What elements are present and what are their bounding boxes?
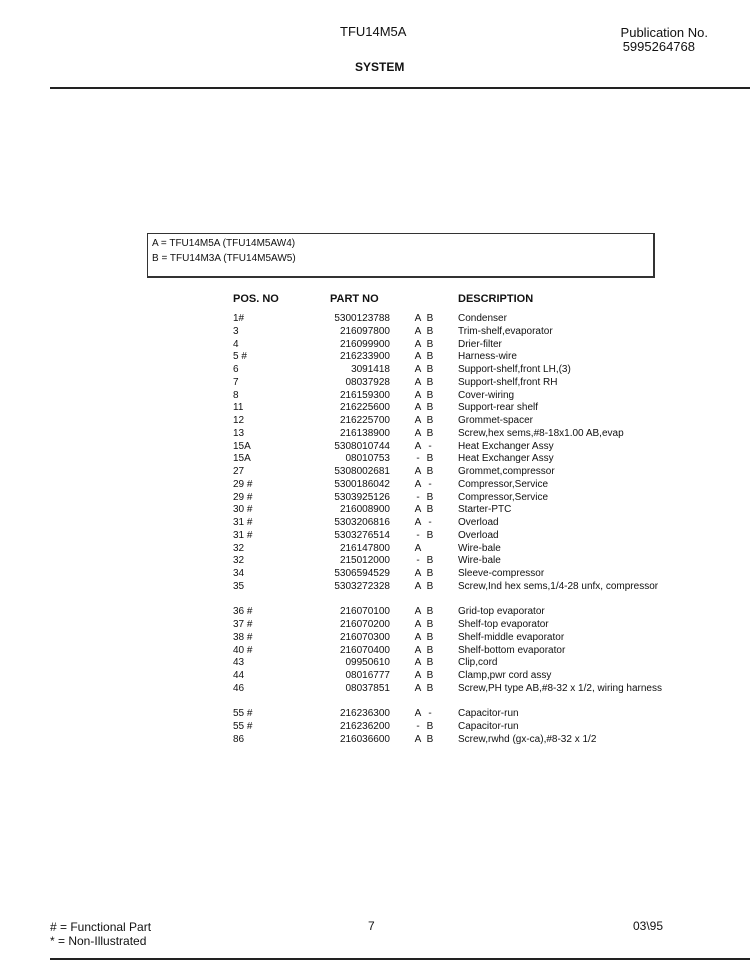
parts-row xyxy=(0,504,750,517)
parts-row xyxy=(0,326,750,339)
part-description: Clip,cord xyxy=(458,657,498,669)
part-description: Capacitor-run xyxy=(458,721,519,732)
pos-number: 29 # xyxy=(233,491,253,503)
model-a-flag: A xyxy=(414,376,422,388)
parts-row xyxy=(0,351,750,364)
model-a-flag: - xyxy=(416,529,420,541)
part-description: Compressor,Service xyxy=(458,478,549,490)
part-description: Grid-top evaporator xyxy=(458,606,545,618)
part-number: 216070400 xyxy=(339,644,390,656)
column-header-part: PART NO xyxy=(330,293,379,305)
part-number: 216070100 xyxy=(339,606,390,618)
parts-row xyxy=(0,492,750,505)
parts-row xyxy=(0,670,750,683)
model-b-flag: B xyxy=(426,351,434,363)
part-number: 5303925126 xyxy=(334,491,390,503)
part-description: Heat Exchanger Assy xyxy=(458,453,554,465)
pos-number: 3 xyxy=(233,325,239,337)
model-b-flag: B xyxy=(426,670,434,681)
part-description: Drier-filter xyxy=(458,338,502,350)
model-b-flag: - xyxy=(428,517,432,528)
part-number: 5308002681 xyxy=(334,466,390,477)
pos-number: 15A xyxy=(233,440,251,452)
bottom-rule xyxy=(50,958,750,960)
parts-row xyxy=(0,543,750,556)
part-description: Sleeve-compressor xyxy=(458,568,545,579)
part-number: 216236200 xyxy=(339,721,390,732)
model-b-flag: B xyxy=(426,721,434,732)
parts-row xyxy=(0,619,750,632)
part-description: Screw,hex sems,#8-18x1.00 AB,evap xyxy=(458,427,624,439)
model-b-flag: - xyxy=(428,440,432,452)
model-a-flag: - xyxy=(416,721,420,732)
model-number: TFU14M5A xyxy=(340,24,407,39)
parts-row xyxy=(0,479,750,492)
pos-number: 5 # xyxy=(233,351,247,363)
pos-number: 34 xyxy=(233,568,245,579)
model-b-flag: B xyxy=(426,555,434,567)
part-number: 216036600 xyxy=(339,733,390,745)
model-b-flag: B xyxy=(426,657,434,669)
part-description: Overload xyxy=(458,517,499,528)
part-number: 216225700 xyxy=(339,415,390,426)
part-description: Support-shelf,front LH,(3) xyxy=(458,364,571,375)
model-a-flag: A xyxy=(414,733,422,745)
pos-number: 15A xyxy=(233,453,251,465)
part-number: 5303206816 xyxy=(334,517,390,528)
pos-number: 32 xyxy=(233,542,245,554)
pos-number: 36 # xyxy=(233,606,253,618)
pos-number: 12 xyxy=(233,415,245,426)
part-description: Capacitor-run xyxy=(458,708,519,720)
model-a-flag: A xyxy=(414,325,422,337)
publication-number: 5995264768 xyxy=(622,39,695,54)
model-legend-box xyxy=(147,233,655,278)
model-a-flag: A xyxy=(414,338,422,350)
parts-row xyxy=(0,466,750,479)
parts-row xyxy=(0,364,750,377)
model-b-flag: B xyxy=(426,338,434,350)
pos-number: 11 xyxy=(233,402,244,414)
section-title: SYSTEM xyxy=(355,60,405,74)
model-a-flag: A xyxy=(414,364,422,375)
publication-label: Publication No. xyxy=(620,25,708,40)
model-a-flag: A xyxy=(414,606,422,618)
pos-number: 46 xyxy=(233,682,245,694)
part-description: Overload xyxy=(458,529,499,541)
part-number: 215012000 xyxy=(339,555,390,567)
model-a-flag: A xyxy=(414,708,422,720)
parts-row xyxy=(0,645,750,658)
functional-part-note: # = Functional Part xyxy=(50,920,152,934)
part-number: 5300123788 xyxy=(334,313,390,324)
model-a-flag: A xyxy=(414,402,422,414)
part-number: 5300186042 xyxy=(334,478,390,490)
parts-row xyxy=(0,530,750,543)
part-number: 5303276514 xyxy=(334,529,390,541)
part-number: 216099900 xyxy=(339,338,390,350)
model-a-flag: A xyxy=(414,389,422,401)
model-a-flag: A xyxy=(414,619,422,630)
pos-number: 37 # xyxy=(233,619,253,630)
pos-number: 27 xyxy=(233,466,245,477)
model-a-flag: A xyxy=(414,504,422,516)
pos-number: 7 xyxy=(233,376,239,388)
parts-row xyxy=(0,428,750,441)
part-number: 216070200 xyxy=(339,619,390,630)
model-a-flag: A xyxy=(414,682,422,694)
parts-row xyxy=(0,657,750,670)
model-a-flag: A xyxy=(414,568,422,579)
pos-number: 32 xyxy=(233,555,245,567)
parts-row xyxy=(0,568,750,581)
part-number: 08010753 xyxy=(345,453,390,465)
model-a-flag: A xyxy=(414,351,422,363)
legend-line-a: A = TFU14M5A (TFU14M5AW4) xyxy=(152,238,296,249)
part-number: 09950610 xyxy=(345,657,390,669)
parts-row xyxy=(0,339,750,352)
model-a-flag: A xyxy=(414,644,422,656)
column-header-description: DESCRIPTION xyxy=(458,293,534,305)
pos-number: 40 # xyxy=(233,644,253,656)
model-b-flag: B xyxy=(426,313,434,324)
model-a-flag: - xyxy=(416,453,420,465)
part-description: Cover-wiring xyxy=(458,389,515,401)
pos-number: 31 # xyxy=(233,529,253,541)
parts-row xyxy=(0,734,750,747)
pos-number: 13 xyxy=(233,427,245,439)
part-number: 216147800 xyxy=(339,542,390,554)
part-description: Screw,rwhd (gx-ca),#8-32 x 1/2 xyxy=(458,733,597,745)
model-a-flag: A xyxy=(414,580,422,592)
part-number: 216236300 xyxy=(339,708,390,720)
parts-row xyxy=(0,632,750,645)
model-a-flag: A xyxy=(414,440,422,452)
model-b-flag: B xyxy=(426,466,434,477)
pos-number: 35 xyxy=(233,580,245,592)
pos-number: 4 xyxy=(233,338,239,350)
model-b-flag: B xyxy=(426,529,434,541)
model-a-flag: A xyxy=(414,670,422,681)
parts-row xyxy=(0,453,750,466)
pos-number: 31 # xyxy=(233,517,253,528)
parts-row xyxy=(0,721,750,734)
model-b-flag: B xyxy=(426,619,434,630)
part-number: 216159300 xyxy=(339,389,390,401)
parts-row xyxy=(0,517,750,530)
pos-number: 30 # xyxy=(233,504,253,516)
parts-row xyxy=(0,415,750,428)
pos-number: 6 xyxy=(233,364,239,375)
model-a-flag: A xyxy=(414,631,422,643)
parts-row xyxy=(0,390,750,403)
part-description: Clamp,pwr cord assy xyxy=(458,670,552,681)
model-b-flag: B xyxy=(426,580,434,592)
parts-row xyxy=(0,555,750,568)
page-number: 7 xyxy=(368,919,375,933)
model-b-flag: B xyxy=(426,389,434,401)
pos-number: 38 # xyxy=(233,631,253,643)
top-rule xyxy=(50,87,750,89)
model-b-flag: B xyxy=(426,376,434,388)
model-b-flag: - xyxy=(428,708,432,720)
model-a-flag: A xyxy=(414,466,422,477)
part-number: 216225600 xyxy=(339,402,390,414)
parts-row xyxy=(0,377,750,390)
part-description: Shelf-top evaporator xyxy=(458,619,549,630)
part-description: Starter-PTC xyxy=(458,504,512,516)
parts-row xyxy=(0,313,750,326)
part-description: Screw,PH type AB,#8-32 x 1/2, wiring harness xyxy=(458,682,662,694)
part-number: 216008900 xyxy=(339,504,390,516)
model-a-flag: A xyxy=(414,478,422,490)
model-b-flag: B xyxy=(426,644,434,656)
model-b-flag: B xyxy=(426,491,434,503)
model-a-flag: A xyxy=(414,313,422,324)
pos-number: 44 xyxy=(233,670,245,681)
pos-number: 43 xyxy=(233,657,245,669)
publication-date: 03\95 xyxy=(633,919,664,933)
pos-number: 29 # xyxy=(233,478,253,490)
model-b-flag: B xyxy=(426,733,434,745)
model-b-flag: B xyxy=(426,402,434,414)
part-number: 5308010744 xyxy=(334,440,390,452)
model-a-flag: A xyxy=(414,427,422,439)
part-description: Shelf-bottom evaporator xyxy=(458,644,566,656)
part-description: Support-rear shelf xyxy=(458,402,539,414)
model-b-flag: B xyxy=(426,631,434,643)
part-description: Harness-wire xyxy=(458,351,517,363)
model-b-flag: B xyxy=(426,606,434,618)
model-b-flag: B xyxy=(426,364,434,375)
parts-row xyxy=(0,683,750,709)
model-a-flag: A xyxy=(414,657,422,669)
part-number: 3091418 xyxy=(351,364,390,375)
pos-number: 55 # xyxy=(233,708,253,720)
model-b-flag: B xyxy=(426,415,434,426)
model-a-flag: - xyxy=(416,491,420,503)
parts-row xyxy=(0,581,750,607)
column-header-pos: POS. NO xyxy=(233,293,279,305)
model-a-flag: - xyxy=(416,555,420,567)
part-description: Condenser xyxy=(458,313,507,324)
part-number: 216097800 xyxy=(339,325,390,337)
model-b-flag: B xyxy=(426,504,434,516)
pos-number: 8 xyxy=(233,389,239,401)
model-b-flag: B xyxy=(426,568,434,579)
part-number: 5306594529 xyxy=(334,568,390,579)
part-description: Heat Exchanger Assy xyxy=(458,440,554,452)
part-description: Shelf-middle evaporator xyxy=(458,631,565,643)
non-illustrated-note: * = Non-Illustrated xyxy=(50,934,147,948)
part-number: 08016777 xyxy=(345,670,390,681)
parts-row xyxy=(0,441,750,454)
part-number: 08037928 xyxy=(345,376,390,388)
part-description: Wire-bale xyxy=(458,555,501,567)
part-description: Wire-bale xyxy=(458,542,501,554)
pos-number: 86 xyxy=(233,733,245,745)
model-b-flag: B xyxy=(426,453,434,465)
model-b-flag: B xyxy=(426,427,434,439)
part-description: Screw,Ind hex sems,1/4-28 unfx, compressor xyxy=(458,580,659,592)
part-description: Grommet,compressor xyxy=(458,466,555,477)
pos-number: 55 # xyxy=(233,721,253,732)
part-number: 5303272328 xyxy=(334,580,390,592)
model-a-flag: A xyxy=(414,517,422,528)
parts-row xyxy=(0,606,750,619)
part-number: 216233900 xyxy=(339,351,390,363)
parts-row xyxy=(0,708,750,721)
parts-row xyxy=(0,402,750,415)
model-b-flag: B xyxy=(426,325,434,337)
model-b-flag: B xyxy=(426,682,434,694)
legend-line-b: B = TFU14M3A (TFU14M5AW5) xyxy=(152,253,296,264)
part-description: Compressor,Service xyxy=(458,491,549,503)
parts-list xyxy=(0,313,750,747)
part-number: 216070300 xyxy=(339,631,390,643)
part-description: Grommet-spacer xyxy=(458,415,534,426)
pos-number: 1# xyxy=(233,313,245,324)
part-description: Trim-shelf,evaporator xyxy=(458,325,553,337)
part-number: 216138900 xyxy=(339,427,390,439)
part-description: Support-shelf,front RH xyxy=(458,376,558,388)
model-b-flag: - xyxy=(428,478,432,490)
model-a-flag: A xyxy=(414,542,422,554)
part-number: 08037851 xyxy=(345,682,390,694)
model-a-flag: A xyxy=(414,415,422,426)
